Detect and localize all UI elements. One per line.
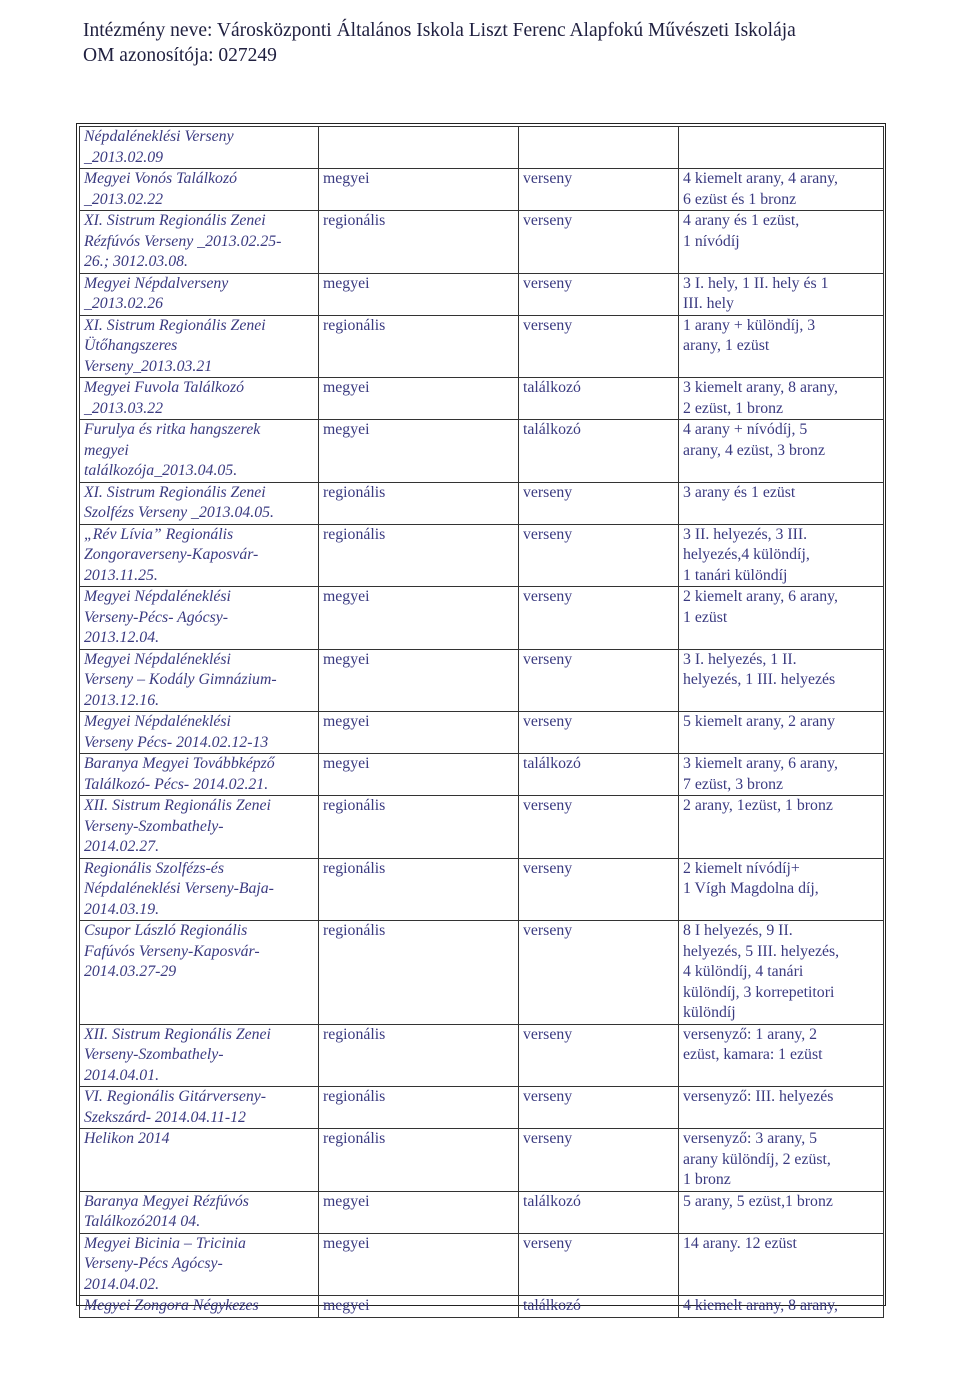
competition-name-cell-text: Furulya és ritka hangszerek megyei találkozója_2013.04.05. bbox=[84, 421, 261, 479]
competition-name-cell bbox=[80, 796, 319, 859]
result-cell bbox=[679, 273, 884, 315]
level-cell bbox=[319, 1024, 519, 1087]
table-row bbox=[80, 524, 884, 587]
competition-name-cell bbox=[80, 211, 319, 274]
event-type-cell-text: verseny bbox=[523, 1130, 573, 1147]
competition-name-cell-text: Megyei Népdaléneklési Verseny Pécs- 2014.02.12-13 bbox=[84, 713, 269, 751]
competition-name-cell-text: Megyei Népdaléneklési Verseny-Pécs- Agócsy- 2013.12.04. bbox=[84, 588, 231, 646]
competition-name-cell-text: XII. Sistrum Regionális Zenei Verseny-Szombathely- 2014.02.27. bbox=[84, 797, 271, 855]
competition-name-cell-text: Népdaléneklési Verseny _2013.02.09 bbox=[84, 128, 234, 166]
competition-name-cell-text: Megyei Bicinia – Tricinia Verseny-Pécs Agócsy- 2014.04.02. bbox=[84, 1234, 246, 1293]
level-cell-text: megyei bbox=[323, 379, 370, 396]
level-cell-text: regionális bbox=[323, 316, 386, 334]
table-row bbox=[80, 211, 884, 274]
result-cell bbox=[679, 482, 884, 524]
level-cell-text: megyei bbox=[323, 588, 370, 605]
result-cell-text: 4 arany + nívódíj, 5 arany, 4 ezüst, 3 bronz bbox=[683, 421, 825, 459]
event-type-cell-text: verseny bbox=[523, 1234, 573, 1252]
event-type-cell bbox=[519, 1087, 679, 1129]
competition-name-cell bbox=[80, 1129, 319, 1192]
result-cell bbox=[679, 796, 884, 859]
competition-name-cell-text: „Rév Lívia” Regionális Zongoraverseny-Kaposvár- 2013.11.25. bbox=[84, 525, 259, 584]
result-cell bbox=[679, 1087, 884, 1129]
competition-name-cell-text: Megyei Népdaléneklési Verseny – Kodály Gimnázium- 2013.12.16. bbox=[84, 650, 277, 709]
result-cell bbox=[679, 378, 884, 420]
document-header bbox=[83, 18, 796, 68]
level-cell bbox=[319, 1087, 519, 1129]
results-table-body bbox=[80, 127, 884, 1318]
level-cell bbox=[319, 482, 519, 524]
result-cell bbox=[679, 1129, 884, 1192]
event-type-cell bbox=[519, 858, 679, 921]
event-type-cell bbox=[519, 211, 679, 274]
event-type-cell-text: verseny bbox=[523, 274, 573, 292]
level-cell bbox=[319, 211, 519, 274]
result-cell bbox=[679, 1191, 884, 1233]
level-cell bbox=[319, 524, 519, 587]
event-type-cell-text: verseny bbox=[523, 859, 573, 877]
competition-name-cell-text: Baranya Megyei Továbbképző Találkozó- Pécs- 2014.02.21. bbox=[84, 755, 275, 793]
level-cell-text: regionális bbox=[323, 483, 386, 501]
event-type-cell-text: verseny bbox=[523, 212, 573, 229]
table-row bbox=[80, 315, 884, 378]
competition-name-cell-text: VI. Regionális Gitárverseny- Szekszárd- 2014.04.11-12 bbox=[84, 1088, 267, 1126]
event-type-cell bbox=[519, 649, 679, 712]
event-type-cell-text: verseny bbox=[523, 650, 573, 668]
event-type-cell bbox=[519, 1024, 679, 1087]
event-type-cell bbox=[519, 796, 679, 859]
level-cell bbox=[319, 587, 519, 650]
result-cell-text: 2 kiemelt nívódíj+ 1 Vígh Magdolna díj, bbox=[683, 859, 819, 897]
level-cell bbox=[319, 127, 519, 169]
level-cell-text: regionális bbox=[323, 212, 386, 229]
level-cell-text: megyei bbox=[323, 1234, 370, 1252]
table-row bbox=[80, 712, 884, 754]
event-type-cell-text: találkozó bbox=[523, 1297, 581, 1314]
level-cell-text: regionális bbox=[323, 1088, 386, 1105]
competition-name-cell-text: Megyei Zongora Négykezes bbox=[84, 1297, 259, 1314]
level-cell-text: megyei bbox=[323, 1192, 370, 1210]
result-cell bbox=[679, 524, 884, 587]
result-cell bbox=[679, 315, 884, 378]
result-cell-text: 3 I. hely, 1 II. hely és 1 III. hely bbox=[683, 274, 829, 312]
level-cell bbox=[319, 1129, 519, 1192]
event-type-cell bbox=[519, 754, 679, 796]
event-type-cell-text: találkozó bbox=[523, 1192, 581, 1210]
event-type-cell bbox=[519, 921, 679, 1025]
competition-name-cell-text: Megyei Vonós Találkozó _2013.02.22 bbox=[84, 170, 237, 208]
result-cell-text: 14 arany. 12 ezüst bbox=[683, 1234, 797, 1252]
competition-name-cell-text: Regionális Szolfézs-és Népdaléneklési Verseny-Baja- 2014.03.19. bbox=[84, 859, 274, 918]
event-type-cell-text: találkozó bbox=[523, 755, 581, 772]
level-cell-text: megyei bbox=[323, 274, 370, 292]
table-row bbox=[80, 1296, 884, 1318]
results-table bbox=[79, 126, 884, 1318]
table-row bbox=[80, 273, 884, 315]
level-cell-text: megyei bbox=[323, 650, 370, 668]
event-type-cell-text: verseny bbox=[523, 797, 573, 814]
result-cell bbox=[679, 420, 884, 483]
competition-name-cell bbox=[80, 649, 319, 712]
result-cell-text: 2 arany, 1ezüst, 1 bronz bbox=[683, 797, 833, 814]
competition-name-cell bbox=[80, 378, 319, 420]
result-cell-text: 1 arany + különdíj, 3 arany, 1 ezüst bbox=[683, 316, 816, 354]
event-type-cell bbox=[519, 169, 679, 211]
event-type-cell-text: verseny bbox=[523, 588, 573, 605]
result-cell-text: 4 arany és 1 ezüst, 1 nívódíj bbox=[683, 212, 800, 250]
result-cell-text: versenyző: 1 arany, 2 ezüst, kamara: 1 ezüst bbox=[683, 1025, 823, 1063]
result-cell-text: 4 kiemelt arany, 4 arany, 6 ezüst és 1 bronz bbox=[683, 170, 838, 208]
level-cell-text: megyei bbox=[323, 755, 370, 772]
level-cell bbox=[319, 1233, 519, 1296]
level-cell-text: regionális bbox=[323, 922, 386, 939]
level-cell bbox=[319, 273, 519, 315]
competition-name-cell bbox=[80, 587, 319, 650]
result-cell bbox=[679, 712, 884, 754]
level-cell bbox=[319, 1296, 519, 1318]
competition-name-cell bbox=[80, 273, 319, 315]
result-cell-text: versenyző: III. helyezés bbox=[683, 1088, 834, 1105]
result-cell-text: 3 kiemelt arany, 6 arany, 7 ezüst, 3 bronz bbox=[683, 755, 838, 793]
table-row bbox=[80, 169, 884, 211]
event-type-cell-text: verseny bbox=[523, 1025, 573, 1043]
event-type-cell bbox=[519, 1191, 679, 1233]
result-cell-text: 5 kiemelt arany, 2 arany bbox=[683, 713, 836, 730]
table-row bbox=[80, 1233, 884, 1296]
table-row bbox=[80, 1191, 884, 1233]
event-type-cell bbox=[519, 524, 679, 587]
level-cell bbox=[319, 649, 519, 712]
table-row bbox=[80, 378, 884, 420]
event-type-cell-text: verseny bbox=[523, 525, 573, 543]
competition-name-cell-text: Baranya Megyei Rézfúvós Találkozó2014 04. bbox=[84, 1192, 249, 1230]
event-type-cell-text: találkozó bbox=[523, 421, 581, 438]
competition-name-cell bbox=[80, 127, 319, 169]
competition-name-cell bbox=[80, 315, 319, 378]
competition-name-cell bbox=[80, 858, 319, 921]
event-type-cell bbox=[519, 482, 679, 524]
result-cell-text: 5 arany, 5 ezüst,1 bronz bbox=[683, 1192, 833, 1210]
competition-name-cell-text: XII. Sistrum Regionális Zenei Verseny-Szombathely- 2014.04.01. bbox=[84, 1025, 271, 1084]
level-cell-text: megyei bbox=[323, 1297, 370, 1314]
level-cell bbox=[319, 1191, 519, 1233]
table-row bbox=[80, 420, 884, 483]
competition-name-cell bbox=[80, 1191, 319, 1233]
level-cell-text: megyei bbox=[323, 713, 370, 730]
event-type-cell bbox=[519, 273, 679, 315]
competition-name-cell bbox=[80, 1024, 319, 1087]
event-type-cell-text: verseny bbox=[523, 483, 573, 501]
result-cell bbox=[679, 1233, 884, 1296]
competition-name-cell-text: Helikon 2014 bbox=[84, 1130, 170, 1147]
level-cell bbox=[319, 858, 519, 921]
table-row bbox=[80, 796, 884, 859]
event-type-cell bbox=[519, 315, 679, 378]
competition-name-cell-text: Megyei Népdalverseny _2013.02.26 bbox=[84, 274, 229, 312]
result-cell-text: 3 I. helyezés, 1 II. helyezés, 1 III. helyezés bbox=[683, 650, 836, 688]
event-type-cell-text: verseny bbox=[523, 713, 573, 730]
competition-name-cell bbox=[80, 169, 319, 211]
level-cell bbox=[319, 921, 519, 1025]
table-row bbox=[80, 482, 884, 524]
competition-name-cell bbox=[80, 420, 319, 483]
result-cell bbox=[679, 169, 884, 211]
level-cell-text: regionális bbox=[323, 859, 386, 877]
table-row bbox=[80, 649, 884, 712]
competition-name-cell-text: Megyei Fuvola Találkozó _2013.03.22 bbox=[84, 379, 244, 417]
competition-name-cell-text: XI. Sistrum Regionális Zenei Rézfúvós Verseny _2013.02.25- 26.; 3012.03.08. bbox=[84, 212, 282, 270]
event-type-cell bbox=[519, 378, 679, 420]
level-cell bbox=[319, 169, 519, 211]
result-cell-text: 4 kiemelt arany, 8 arany, bbox=[683, 1297, 838, 1314]
level-cell-text: megyei bbox=[323, 421, 370, 438]
event-type-cell bbox=[519, 420, 679, 483]
competition-name-cell bbox=[80, 524, 319, 587]
event-type-cell bbox=[519, 1296, 679, 1318]
result-cell bbox=[679, 1024, 884, 1087]
competition-name-cell-text: XI. Sistrum Regionális Zenei Szolfézs Verseny _2013.04.05. bbox=[84, 483, 274, 521]
event-type-cell-text: verseny bbox=[523, 922, 573, 939]
result-cell-text: versenyző: 3 arany, 5 arany különdíj, 2 ezüst, 1 bronz bbox=[683, 1130, 831, 1188]
level-cell bbox=[319, 315, 519, 378]
result-cell-text: 2 kiemelt arany, 6 arany, 1 ezüst bbox=[683, 588, 838, 626]
result-cell bbox=[679, 587, 884, 650]
competition-name-cell bbox=[80, 1296, 319, 1318]
om-identifier: OM azonosítója: 027249 bbox=[83, 45, 277, 66]
result-cell bbox=[679, 127, 884, 169]
event-type-cell-text: verseny bbox=[523, 170, 573, 187]
result-cell bbox=[679, 1296, 884, 1318]
table-row bbox=[80, 587, 884, 650]
level-cell bbox=[319, 796, 519, 859]
event-type-cell bbox=[519, 1129, 679, 1192]
table-row bbox=[80, 1129, 884, 1192]
level-cell-text: regionális bbox=[323, 797, 386, 814]
level-cell bbox=[319, 754, 519, 796]
level-cell bbox=[319, 378, 519, 420]
competition-name-cell-text: Csupor László Regionális Fafúvós Verseny-Kaposvár- 2014.03.27-29 bbox=[84, 922, 260, 980]
level-cell-text: regionális bbox=[323, 1130, 386, 1147]
event-type-cell-text: verseny bbox=[523, 1088, 573, 1105]
level-cell-text: megyei bbox=[323, 170, 370, 187]
event-type-cell-text: verseny bbox=[523, 316, 573, 334]
result-cell-text: 3 kiemelt arany, 8 arany, 2 ezüst, 1 bronz bbox=[683, 379, 838, 417]
result-cell-text: 8 I helyezés, 9 II. helyezés, 5 III. helyezés, 4 különdíj, 4 tanári különdíj, 3 korrepetitori különdíj bbox=[683, 922, 840, 1021]
competition-name-cell bbox=[80, 1233, 319, 1296]
competition-name-cell bbox=[80, 921, 319, 1025]
event-type-cell-text: találkozó bbox=[523, 379, 581, 396]
result-cell-text: 3 II. helyezés, 3 III. helyezés,4 különdíj, 1 tanári különdíj bbox=[683, 525, 810, 584]
event-type-cell bbox=[519, 587, 679, 650]
institution-name: Intézmény neve: Városközponti Általános Iskola Liszt Ferenc Alapfokú Művészeti Iskolája bbox=[83, 20, 796, 41]
competition-name-cell bbox=[80, 1087, 319, 1129]
competition-name-cell bbox=[80, 754, 319, 796]
event-type-cell bbox=[519, 712, 679, 754]
table-row bbox=[80, 921, 884, 1025]
table-row bbox=[80, 1087, 884, 1129]
table-row bbox=[80, 1024, 884, 1087]
result-cell-text: 3 arany és 1 ezüst bbox=[683, 483, 796, 501]
result-cell bbox=[679, 754, 884, 796]
competition-name-cell bbox=[80, 712, 319, 754]
table-row bbox=[80, 127, 884, 169]
competition-name-cell-text: XI. Sistrum Regionális Zenei Ütőhangszeres Verseny_2013.03.21 bbox=[84, 316, 266, 375]
event-type-cell bbox=[519, 1233, 679, 1296]
result-cell bbox=[679, 211, 884, 274]
level-cell-text: regionális bbox=[323, 1025, 386, 1043]
result-cell bbox=[679, 858, 884, 921]
competition-name-cell bbox=[80, 482, 319, 524]
table-row bbox=[80, 754, 884, 796]
level-cell-text: regionális bbox=[323, 525, 386, 543]
result-cell bbox=[679, 649, 884, 712]
event-type-cell bbox=[519, 127, 679, 169]
result-cell bbox=[679, 921, 884, 1025]
level-cell bbox=[319, 420, 519, 483]
level-cell bbox=[319, 712, 519, 754]
table-row bbox=[80, 858, 884, 921]
